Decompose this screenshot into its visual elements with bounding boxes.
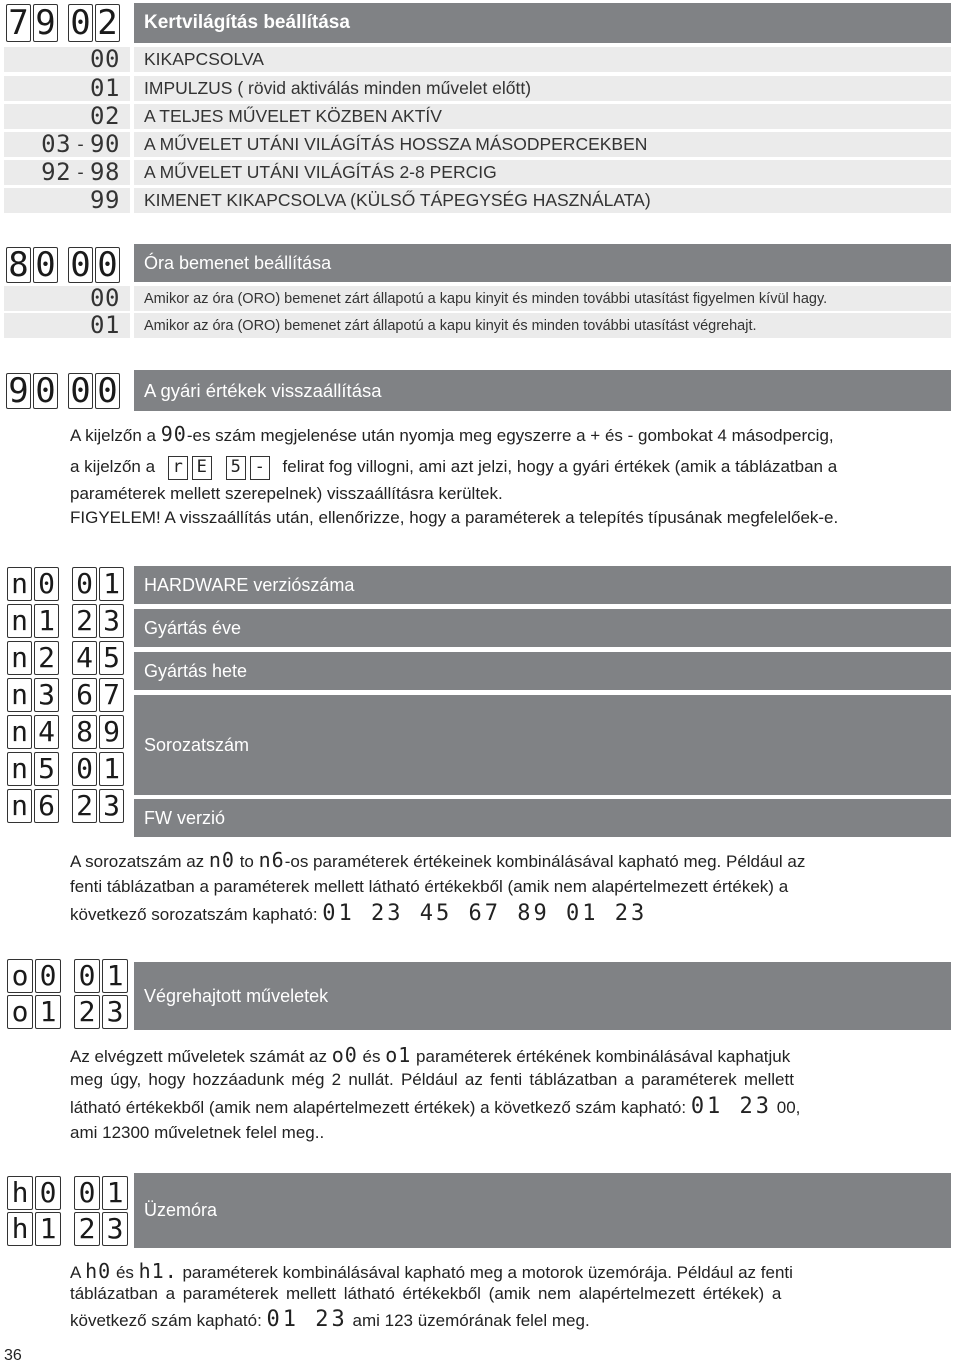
option-code	[90, 44, 130, 73]
ops-number-inline: 01 23	[690, 1094, 773, 1119]
digit: 0	[74, 959, 100, 993]
digit: n	[7, 604, 32, 638]
option-code-cell	[4, 129, 130, 158]
digit: 0	[95, 247, 120, 283]
digit: 9	[33, 4, 58, 42]
hours-number-inline: 01 23	[266, 1307, 348, 1332]
digit: 2	[95, 4, 120, 42]
text: paraméterek kombinálásával kapható meg a motorok üzemórája. Például az fenti	[177, 1263, 793, 1282]
param-code	[7, 995, 61, 1029]
digit: 9	[90, 185, 105, 214]
param-value	[72, 715, 124, 749]
text: to	[234, 852, 259, 871]
option-code-cell	[4, 283, 130, 312]
digit: 8	[72, 715, 97, 749]
option-row	[134, 132, 951, 157]
digit: 8	[6, 247, 31, 283]
digit: 0	[33, 373, 58, 409]
digit: 1	[105, 310, 120, 339]
digit: 1	[35, 995, 61, 1029]
text: A kijelzőn a	[70, 426, 161, 445]
digit: 0	[41, 129, 56, 158]
code-o0-inline: o0	[331, 1043, 358, 1067]
digit: n	[7, 567, 32, 601]
digit: 0	[68, 373, 93, 409]
option-code-cell	[4, 44, 130, 73]
option-code	[90, 73, 130, 102]
digit: 2	[72, 789, 97, 823]
digit: 0	[74, 1176, 100, 1210]
serial-paragraph-line3	[70, 901, 960, 927]
digit: 4	[72, 641, 97, 675]
digit: 3	[99, 604, 124, 638]
digit: 0	[35, 959, 61, 993]
option-text: A TELJES MŰVELET KÖZBEN AKTÍV	[144, 106, 442, 126]
digit: 2	[56, 157, 71, 186]
digit: r	[168, 456, 188, 480]
param-value	[74, 1212, 128, 1246]
digit: 4	[34, 715, 59, 749]
param-value	[72, 567, 124, 601]
digit: E	[192, 456, 212, 480]
code-n0-inline: n0	[208, 848, 235, 872]
digit: 9	[41, 157, 56, 186]
param-code	[7, 567, 59, 601]
label-gyartas-hete: Gyártás hete	[134, 652, 951, 690]
digit: 2	[34, 641, 59, 675]
serial-number-inline: 01 23 45 67 89 01 23	[322, 901, 648, 926]
digit: 3	[56, 129, 71, 158]
text: A	[70, 1263, 86, 1282]
param-value	[74, 995, 128, 1029]
text: paraméterek értékének kombinálásával kaphatjuk	[411, 1047, 791, 1066]
option-text: Amikor az óra (ORO) bemenet zárt állapotú a kapu kinyit és minden további utasítást végrehajt.	[144, 317, 757, 334]
digit: 1	[34, 604, 59, 638]
serial-paragraph-line1	[70, 848, 952, 874]
hours-paragraph-line2: táblázatban a paraméterek mellett látható értékekből (amik nem alapértelmezett értékek) a	[70, 1284, 782, 1303]
range-separator: -	[75, 134, 86, 155]
option-code	[90, 283, 130, 312]
param-code	[7, 678, 59, 712]
digit: 9	[90, 157, 105, 186]
digit: 3	[102, 1212, 128, 1246]
section-title-gyari-ertekek: A gyári értékek visszaállítása	[134, 370, 951, 411]
option-row	[134, 160, 951, 185]
digit: 0	[33, 247, 58, 283]
digit: 0	[105, 129, 120, 158]
digit: 6	[34, 789, 59, 823]
digit: 5	[226, 456, 246, 480]
digit: h	[7, 1176, 33, 1210]
option-text: Amikor az óra (ORO) bemenet zárt állapotú a kapu kinyit és minden további utasítást figyelmen kívül hagy.	[144, 290, 828, 307]
option-text: A MŰVELET UTÁNI VILÁGÍTÁS HOSSZA MÁSODPERCEKBEN	[144, 134, 648, 154]
option-code-cell	[4, 101, 130, 130]
digit: 0	[68, 4, 93, 42]
digit: 1	[105, 73, 120, 102]
param-value	[72, 604, 124, 638]
param-value-00	[68, 373, 120, 409]
param-code	[7, 1176, 61, 1210]
reset-paragraph-line4: FIGYELEM! A visszaállítás után, ellenőrizze, hogy a paraméterek a telepítés típusának megfelelőek-e.	[70, 508, 839, 527]
label-fw-verzio: FW verzió	[134, 799, 951, 837]
text: következő szám kapható:	[70, 1311, 267, 1330]
text: és	[111, 1263, 139, 1282]
option-row	[134, 313, 951, 338]
text: -es szám megjelenése után nyomja meg egyszerre a + és - gombokat 4 másodpercig,	[186, 426, 834, 445]
digit: 7	[6, 4, 31, 42]
text: Az elvégzett műveletek számát az	[70, 1047, 332, 1066]
digit: 0	[90, 310, 105, 339]
param-code	[7, 604, 59, 638]
param-value	[72, 752, 124, 786]
digit: n	[7, 641, 32, 675]
digit: 0	[90, 101, 105, 130]
digit: 9	[6, 373, 31, 409]
param-code	[7, 1212, 61, 1246]
text: A sorozatszám az	[70, 852, 209, 871]
digit: 0	[105, 283, 120, 312]
option-code-cell	[4, 310, 130, 339]
digit: 0	[34, 567, 59, 601]
digit: 0	[95, 373, 120, 409]
code-h1-inline: h1.	[138, 1259, 178, 1283]
digit: 3	[99, 789, 124, 823]
option-code	[90, 185, 130, 214]
text: látható értékekből (amik nem alapértelmezett értékek) a következő szám kapható:	[70, 1098, 691, 1117]
param-value-00	[68, 247, 120, 283]
range-separator: -	[75, 162, 86, 183]
param-value	[74, 959, 128, 993]
digit: 1	[99, 567, 124, 601]
section-title-ora-bemenet: Óra bemenet beállítása	[134, 244, 951, 282]
label-hardware: HARDWARE verziószáma	[134, 566, 951, 604]
param-code-79	[6, 4, 58, 42]
reset-paragraph-line2	[70, 454, 960, 480]
option-text: KIMENET KIKAPCSOLVA (KÜLSŐ TÁPEGYSÉG HASZNÁLATA)	[144, 190, 651, 210]
ops-paragraph-line1	[70, 1043, 960, 1069]
param-code-80	[6, 247, 58, 283]
digit: -	[250, 456, 270, 480]
digit: 3	[34, 678, 59, 712]
param-code	[7, 789, 59, 823]
param-value	[72, 641, 124, 675]
digit: n	[7, 678, 32, 712]
reset-paragraph-line3: paraméterek mellett szerepelnek) visszaállításra kerültek.	[70, 484, 503, 503]
digit: 1	[102, 959, 128, 993]
digit: 0	[68, 247, 93, 283]
param-code	[7, 959, 61, 993]
digit: 2	[72, 604, 97, 638]
option-text: A MŰVELET UTÁNI VILÁGÍTÁS 2-8 PERCIG	[144, 162, 497, 182]
digit: 0	[72, 752, 97, 786]
section-title-vegrehajtott: Végrehajtott műveletek	[134, 962, 951, 1030]
digit: 0	[72, 567, 97, 601]
digit: h	[7, 1212, 33, 1246]
option-code	[90, 310, 130, 339]
code-h0-inline: h0	[85, 1259, 112, 1283]
param-code-90	[6, 373, 58, 409]
digit: n	[7, 789, 32, 823]
digit: 5	[99, 641, 124, 675]
option-row	[134, 76, 951, 101]
digit: 1	[35, 1212, 61, 1246]
digit: 0	[90, 73, 105, 102]
digit: 0	[105, 44, 120, 73]
digit: 0	[35, 1176, 61, 1210]
code-90-inline: 90	[160, 422, 187, 446]
digit: 1	[102, 1176, 128, 1210]
digit: n	[7, 715, 32, 749]
label-sorozatszam: Sorozatszám	[134, 695, 951, 795]
label-gyartas-eve: Gyártás éve	[134, 609, 951, 647]
digit: 7	[99, 678, 124, 712]
option-code	[41, 129, 130, 158]
text: a kijelzőn a	[70, 457, 156, 476]
param-value	[74, 1176, 128, 1210]
serial-paragraph-line2: fenti táblázatban a paraméterek mellett látható értékekből (amik nem alapértelmezett értékek) a	[70, 877, 789, 896]
text: és	[357, 1047, 386, 1066]
section-title-uzemora: Üzemóra	[134, 1173, 951, 1248]
digit: 0	[90, 283, 105, 312]
option-code-cell	[4, 185, 130, 214]
digit: 9	[90, 129, 105, 158]
digit: 2	[105, 101, 120, 130]
text: felirat fog villogni, ami azt jelzi, hogy a gyári értékek (amik a táblázatban a	[282, 457, 838, 476]
text: -os paraméterek értékeinek kombinálásával kapható meg. Például az	[284, 852, 806, 871]
param-value	[72, 789, 124, 823]
digit: 8	[105, 157, 120, 186]
digit: 9	[105, 185, 120, 214]
digit: 1	[99, 752, 124, 786]
digit: 3	[102, 995, 128, 1029]
page-number: 36	[4, 1347, 22, 1364]
ops-paragraph-line4: ami 12300 műveletnek felel meg..	[70, 1123, 325, 1142]
option-text: KIKAPCSOLVA	[144, 49, 264, 69]
param-value-02	[68, 4, 120, 42]
option-code	[90, 101, 130, 130]
option-code	[41, 157, 130, 186]
digit: o	[7, 995, 33, 1029]
section-title-kertvilagitas: Kertvilágítás beállítása	[134, 3, 951, 43]
digit: 0	[90, 44, 105, 73]
digit: 5	[34, 752, 59, 786]
param-value	[72, 678, 124, 712]
option-row	[134, 104, 951, 129]
option-text: IMPULZUS ( rövid aktiválás minden művelet előtt)	[144, 78, 532, 98]
option-row	[134, 188, 951, 213]
ops-paragraph-line3	[70, 1094, 960, 1120]
hours-paragraph-line3	[70, 1307, 960, 1333]
param-code	[7, 715, 59, 749]
text: ami 123 üzemórának felel meg.	[347, 1311, 590, 1330]
code-n6-inline: n6	[258, 848, 285, 872]
reset-paragraph-line1	[70, 422, 960, 448]
option-row	[134, 286, 951, 311]
ops-paragraph-line2: meg úgy, hogy hozzáadunk még 2 nullát. Például az fenti táblázatban a paraméterek mellett	[70, 1070, 794, 1089]
param-code	[7, 752, 59, 786]
digit: 2	[74, 1212, 100, 1246]
digit: n	[7, 752, 32, 786]
res-display-inline	[168, 456, 270, 480]
option-code-cell	[4, 73, 130, 102]
digit: 2	[74, 995, 100, 1029]
param-code	[7, 641, 59, 675]
text: 00,	[772, 1098, 801, 1117]
text: következő sorozatszám kapható:	[70, 905, 323, 924]
digit: 9	[99, 715, 124, 749]
option-row	[134, 47, 951, 72]
digit: 6	[72, 678, 97, 712]
option-code-cell	[4, 157, 130, 186]
digit: o	[7, 959, 33, 993]
code-o1-inline: o1	[385, 1043, 412, 1067]
